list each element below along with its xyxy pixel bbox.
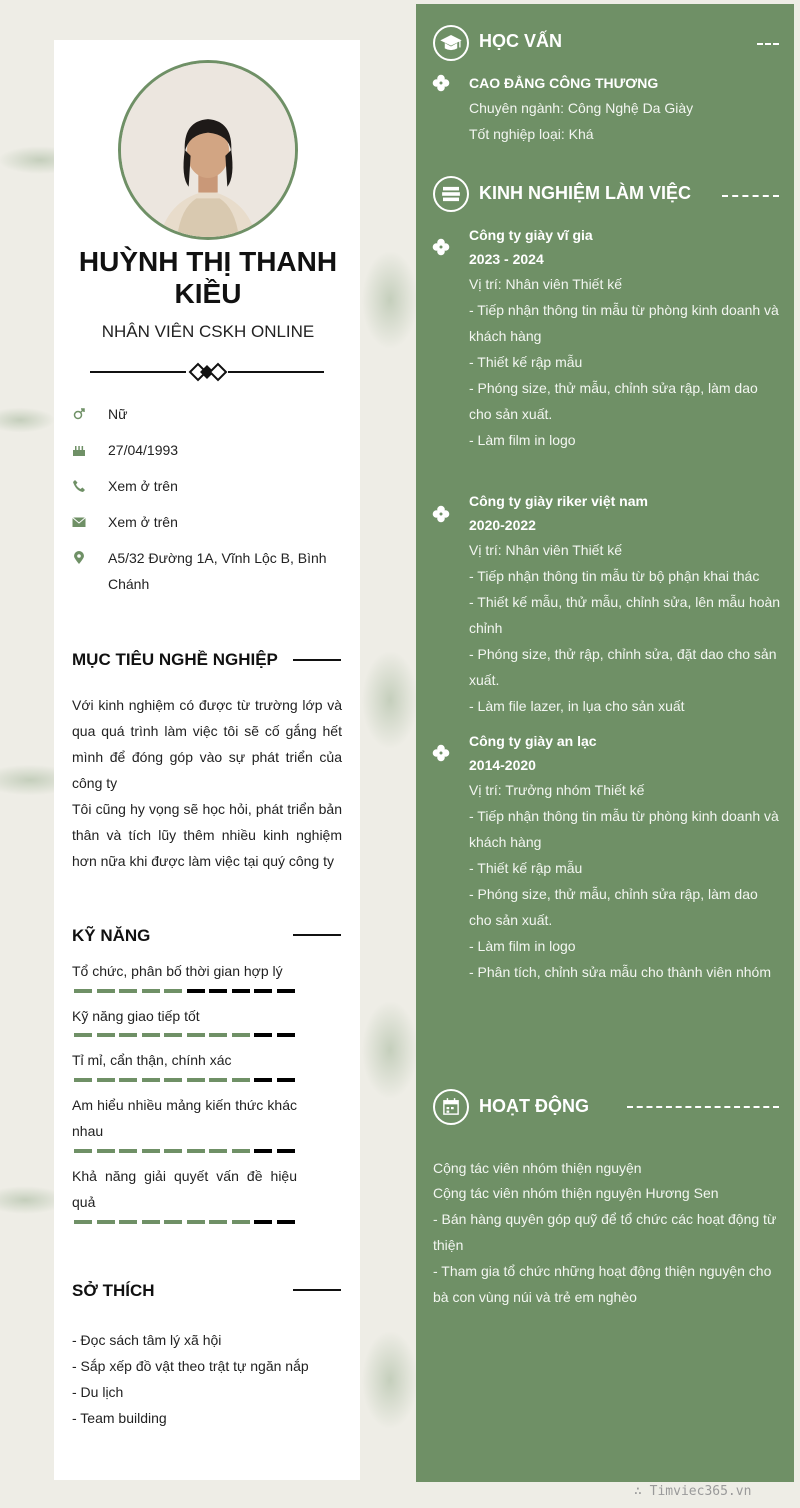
activities-title: HOẠT ĐỘNG xyxy=(479,1096,589,1116)
skill-label: Khả năng giải quyết vấn đề hiệu quả xyxy=(72,1168,297,1210)
job-period: 2023 - 2024 xyxy=(469,251,544,267)
calendar-icon xyxy=(433,1089,469,1125)
job-line: - Làm film in logo xyxy=(469,938,576,954)
objective-text-1: Với kinh nghiệm có được từ trường lớp và qua quá trình làm việc tôi sẽ cố gắng hết mình để đóng góp vào sự phát triển của công ty xyxy=(72,697,342,791)
email-value: Xem ở trên xyxy=(108,514,178,530)
books-icon xyxy=(433,176,469,212)
activity-line: Cộng tác viên nhóm thiện nguyện xyxy=(433,1160,642,1176)
skill-segment xyxy=(164,1033,182,1037)
hobbies-title: SỞ THÍCH xyxy=(72,1281,155,1300)
email-row xyxy=(72,509,342,535)
skill-segment xyxy=(232,1078,250,1082)
skill-segment xyxy=(187,1033,205,1037)
skill-segment xyxy=(142,1149,160,1153)
phone-icon xyxy=(72,479,86,493)
job-line: Vị trí: Nhân viên Thiết kế xyxy=(469,276,623,292)
job-line: - Phóng size, thử mẫu, chỉnh sửa rập, làm dao cho sản xuất. xyxy=(469,886,758,928)
skill-segment xyxy=(164,989,182,993)
skill-segment xyxy=(187,1078,205,1082)
clover-icon xyxy=(432,238,450,256)
skill-segment xyxy=(142,1220,160,1224)
skill-segment xyxy=(254,1033,272,1037)
skill-segment xyxy=(97,1220,115,1224)
skill-segment xyxy=(232,1033,250,1037)
skill-segment xyxy=(164,1220,182,1224)
job-line: - Tiếp nhận thông tin mẫu từ phòng kinh doanh và khách hàng xyxy=(469,302,779,344)
skill-bar xyxy=(74,989,296,993)
clover-icon xyxy=(432,505,450,523)
skill-segment xyxy=(97,1149,115,1153)
skill-segment xyxy=(119,989,137,993)
skill-segment xyxy=(187,1149,205,1153)
skill-segment xyxy=(277,1033,295,1037)
job-line: Vị trí: Trưởng nhóm Thiết kế xyxy=(469,782,645,798)
hobby-item: - Team building xyxy=(72,1410,167,1426)
phone-value: Xem ở trên xyxy=(108,478,178,494)
job-period: 2014-2020 xyxy=(469,757,536,773)
skill-segment xyxy=(277,989,295,993)
address-row xyxy=(72,545,342,597)
skill-segment xyxy=(164,1149,182,1153)
skill-segment xyxy=(277,1149,295,1153)
education-grade: Tốt nghiệp loại: Khá xyxy=(469,126,594,142)
location-pin-icon xyxy=(72,551,86,565)
skill-segment xyxy=(142,1033,160,1037)
skill-segment xyxy=(187,1220,205,1224)
skill-segment xyxy=(142,989,160,993)
job-company: Công ty giày an lạc xyxy=(469,733,597,749)
clover-icon xyxy=(432,74,450,92)
skill-label: Am hiểu nhiều mảng kiến thức khác nhau xyxy=(72,1097,297,1139)
skill-segment xyxy=(119,1220,137,1224)
job-line: - Thiết kế rập mẫu xyxy=(469,860,583,876)
clover-icon xyxy=(432,744,450,762)
job-line: - Tiếp nhận thông tin mẫu từ bộ phận khai thác xyxy=(469,568,760,584)
job-line: - Thiết kế mẫu, thử mẫu, chỉnh sửa, lên mẫu hoàn chỉnh xyxy=(469,594,781,636)
education-school: CAO ĐẲNG CÔNG THƯƠNG xyxy=(469,75,659,91)
skill-segment xyxy=(254,989,272,993)
education-title: HỌC VẤN xyxy=(479,31,563,51)
job-line: Vị trí: Nhân viên Thiết kế xyxy=(469,542,623,558)
skill-bar xyxy=(74,1033,296,1037)
education-major: Chuyên ngành: Công Nghệ Da Giày xyxy=(469,100,694,116)
avatar xyxy=(118,60,298,240)
job-period: 2020-2022 xyxy=(469,517,536,533)
skill-segment xyxy=(209,1220,227,1224)
skill-label: Tổ chức, phân bố thời gian hợp lý xyxy=(72,963,283,979)
hobbies-title-line xyxy=(293,1289,341,1291)
skill-segment xyxy=(277,1078,295,1082)
skill-segment xyxy=(97,989,115,993)
skills-title: KỸ NĂNG xyxy=(72,926,151,945)
job-line: - Phân tích, chỉnh sửa mẫu cho thành viên nhóm xyxy=(469,964,771,980)
skill-segment xyxy=(74,1149,92,1153)
address-value: A5/32 Đường 1A, Vĩnh Lộc B, Bình Chánh xyxy=(108,550,327,592)
skills-title-line xyxy=(293,934,341,936)
skill-segment xyxy=(97,1078,115,1082)
activity-line: Cộng tác viên nhóm thiện nguyện Hương Sen xyxy=(433,1185,719,1201)
gender-row xyxy=(72,401,342,427)
skill-segment xyxy=(254,1078,272,1082)
activity-line: - Tham gia tổ chức những hoạt động thiện nguyện cho bà con vùng núi và trẻ em nghèo xyxy=(433,1263,772,1305)
skill-segment xyxy=(254,1149,272,1153)
skill-segment xyxy=(97,1033,115,1037)
activities-title-dash xyxy=(627,1106,779,1108)
skill-label: Kỹ năng giao tiếp tốt xyxy=(72,1008,200,1024)
watermark: ∴ Timviec365.vn xyxy=(634,1484,752,1499)
skill-segment xyxy=(74,989,92,993)
skill-segment xyxy=(74,1033,92,1037)
gender-value: Nữ xyxy=(108,406,128,422)
skill-segment xyxy=(209,1078,227,1082)
education-title-dash xyxy=(757,43,779,45)
birthday-cake-icon xyxy=(72,443,86,457)
gender-icon xyxy=(72,407,86,421)
skill-segment xyxy=(209,989,227,993)
job-company: Công ty giày vĩ gia xyxy=(469,227,593,243)
hobby-item: - Du lịch xyxy=(72,1384,124,1400)
skill-segment xyxy=(74,1078,92,1082)
skill-segment xyxy=(119,1078,137,1082)
skill-segment xyxy=(74,1220,92,1224)
skill-segment xyxy=(164,1078,182,1082)
job-line: - Phóng size, thử mẫu, chỉnh sửa rập, làm dao cho sản xuất. xyxy=(469,380,758,422)
hobby-item: - Đọc sách tâm lý xã hội xyxy=(72,1332,222,1348)
skill-segment xyxy=(187,989,205,993)
job-company: Công ty giày riker việt nam xyxy=(469,493,648,509)
skill-bar xyxy=(74,1078,296,1082)
candidate-name: HUỲNH THỊ THANH KIỀU xyxy=(78,246,338,309)
skill-bar xyxy=(74,1149,296,1153)
objective-text-2: Tôi cũng hy vọng sẽ học hỏi, phát triển bản thân và tích lũy thêm nhiều kinh nghiệm hơn nữa khi được làm việc tại quý công ty xyxy=(72,801,342,869)
envelope-icon xyxy=(72,515,86,529)
birthday-row xyxy=(72,437,342,463)
skill-label: Tỉ mỉ, cẩn thận, chính xác xyxy=(72,1052,232,1068)
experience-title-dash xyxy=(722,195,779,197)
skill-segment xyxy=(209,1149,227,1153)
name-divider xyxy=(90,362,324,382)
graduation-cap-icon xyxy=(433,25,469,61)
objective-title: MỤC TIÊU NGHỀ NGHIỆP xyxy=(72,650,278,669)
skill-segment xyxy=(277,1220,295,1224)
activity-line: - Bán hàng quyên góp quỹ để tổ chức các hoạt động từ thiện xyxy=(433,1211,777,1253)
skill-segment xyxy=(232,989,250,993)
experience-title: KINH NGHIỆM LÀM VIỆC xyxy=(479,183,692,203)
job-line: - Phóng size, thử rập, chỉnh sửa, đặt dao cho sản xuất. xyxy=(469,646,777,688)
job-line: - Thiết kế rập mẫu xyxy=(469,354,583,370)
skill-segment xyxy=(209,1033,227,1037)
skill-segment xyxy=(232,1149,250,1153)
skill-segment xyxy=(232,1220,250,1224)
job-line: - Tiếp nhận thông tin mẫu từ phòng kinh doanh và khách hàng xyxy=(469,808,779,850)
job-line: - Làm file lazer, in lụa cho sản xuất xyxy=(469,698,685,714)
skill-segment xyxy=(254,1220,272,1224)
job-line: - Làm film in logo xyxy=(469,432,576,448)
objective-title-line xyxy=(293,659,341,661)
birthday-value: 27/04/1993 xyxy=(108,442,179,458)
phone-row xyxy=(72,473,342,499)
job-title: NHÂN VIÊN CSKH ONLINE xyxy=(101,322,315,341)
skill-segment xyxy=(142,1078,160,1082)
hobby-item: - Sắp xếp đồ vật theo trật tự ngăn nắp xyxy=(72,1358,309,1374)
skill-bar xyxy=(74,1220,296,1224)
skill-segment xyxy=(119,1149,137,1153)
skill-segment xyxy=(119,1033,137,1037)
